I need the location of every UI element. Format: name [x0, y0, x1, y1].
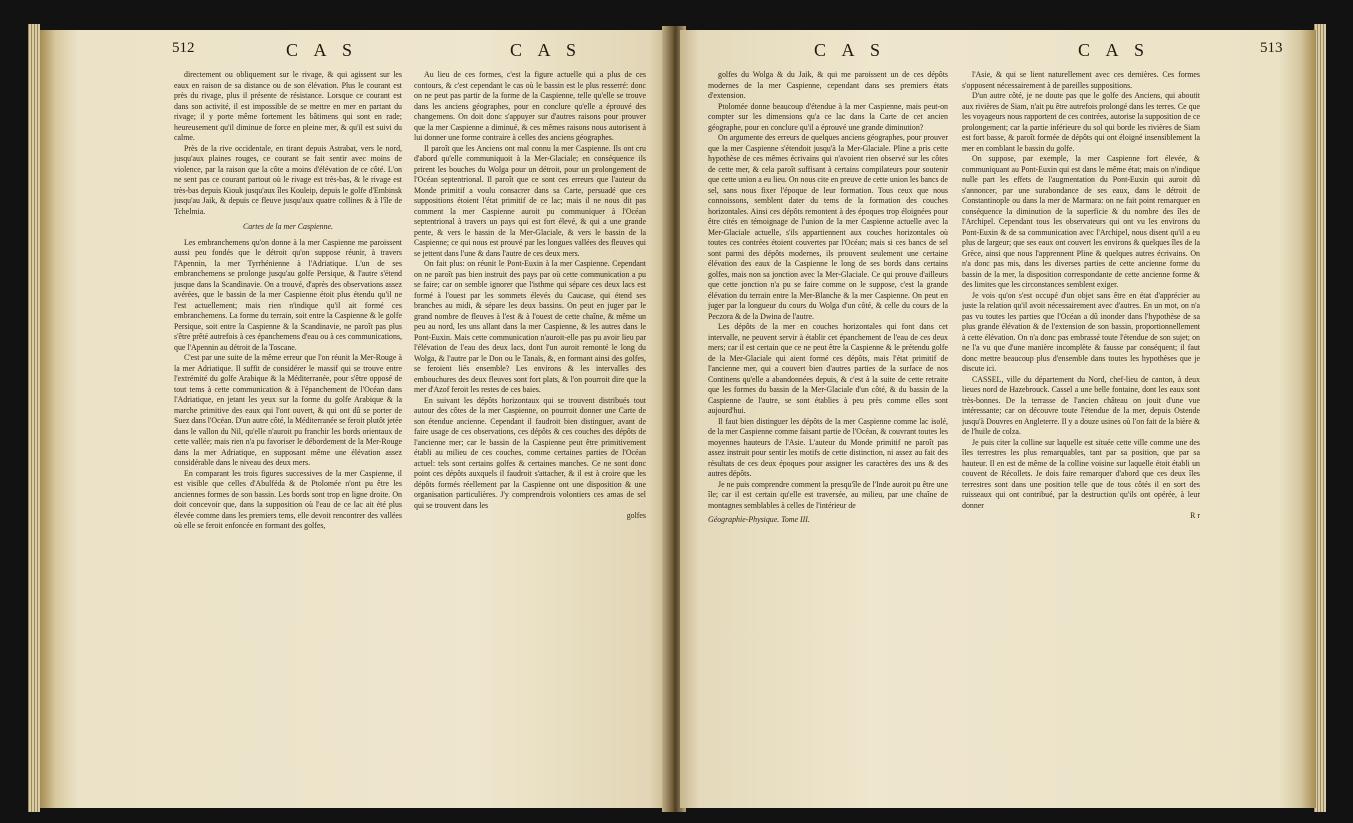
paragraph: On fait plus: on réunit le Pont-Euxin à la mer Caspienne. Cependant on ne paroît pas bien instruit des pays par où cette communication a pu se faire; car on semble ignorer que l'isthme qui sépare ces deux lacs est formé à l'ouest par les sommets élevés du Caucase, qui étend ses branches au midi, & sépare les deux bassins. On peut en juger par le grand nombre de fleuves à l'est & à l'ouest de cette chaîne, & même un peu au nord, les uns allant dans la mer Caspienne, & les autres dans le Pont-Euxin. Mais cette communication n'auroit-elle pas pu avoir lieu par l'élévation de l'eau des deux lacs, dont l'un auroit remonté le long du Wolga, & l'autre par le Don ou le Tanaïs, &, en formant ainsi des golfes, se feroient liés ensemble? Les environs & les intervalles des embouchures des deux fleuves sont fort plats, & l'on pourroit dire que la mer d'Azof feroit les restes de ces baies.: [414, 259, 646, 394]
right-page-header: [680, 40, 1316, 66]
footer-title: Géographie-Physique. Tome III.: [708, 515, 810, 524]
page-number: 513: [1260, 40, 1283, 56]
running-head: C A S: [1078, 40, 1151, 60]
paragraph: Au lieu de ces formes, c'est la figure actuelle qui a plus de ces contours, & c'est cependant le cas où le bassin est le plus resserré: donc on ne peut pas partir de la forme de la Caspienne, telle qu'elle se trouve dans les anciens géographes, pour en conclure qu'elle a éprouvé des changemens. On doit donc s'appuyer sur d'autres raisons pour prouver que la mer Caspienne a diminué, & ces mêmes raisons nous autorisent à lui donner une forme contraire à celles des anciens géographes.: [414, 70, 646, 142]
paragraph: Je puis citer la colline sur laquelle est située cette ville comme une des îles terrestres les plus remarquables, tant par sa position, que par sa hauteur. Il en est de même de la colline voisine sur laquelle étoit établi un couvent de Récollets. Je dois faire remarquer d'abord que ces deux îles terrestres sont dans une position telle que de tous côtés il en sort des ruisseaux qui ont contribué, par la destruction qu'ils ont opérée, à leur donner: [962, 437, 1200, 510]
running-head: C A S: [510, 40, 583, 60]
left-page: [40, 30, 668, 808]
paragraph: Je ne puis comprendre comment la presqu'île de l'Inde auroit pu être une île; car il est certain qu'elle est traversée, au milieu, par une chaîne de montagnes semblables à celles de l'intérieur de: [708, 479, 948, 510]
paragraph: golfes du Wolga & du Jaik, & qui me paroissent un de ces dépôts modernes de la mer Caspienne, cependant dans ses premiers états d'extension.: [708, 70, 948, 100]
paragraph: On suppose, par exemple, la mer Caspienne fort élevée, & communiquant au Pont-Euxin qui est dans le même état; mais on n'indique nulle part les effets de l'augmentation du Pont-Euxin qui auroit dû s'annoncer, par une surabondance de ses eaux, dans le détroit de Constantinople ou dans la mer de Marmara: on ne fait point remarquer en conséquence la diminution de la superficie & du nombre des îles de l'Archipel. Cependant tous les observateurs qui ont vu les environs du Pont-Euxin & de sa communication avec l'Archipel, nous disent qu'il a eu plus de largeur; que ses eaux ont couvert les environs & quelques îles de la Grèce, ainsi que nous l'apprennent Pline & quelques autres écrivains. On n'a donc pas mis, dans les diverses parties de cette ancienne forme du bassin de la mer, la disposition correspondante de cette ancienne forme & des limites que les circonstances semblent exiger.: [962, 154, 1200, 289]
text-column-left-2: [414, 70, 646, 798]
catchword: golfes: [626, 511, 646, 520]
running-head: C A S: [286, 40, 359, 60]
paragraph: Ptolomée donne beaucoup d'étendue à la mer Caspienne, mais peut-on compter sur les dimensions qu'a ce lac dans la Carte de cet ancien géographe, pour en conclure qu'il a éprouvé une grande diminution?: [708, 101, 948, 132]
paragraph: Les dépôts de la mer en couches horizontales qui font dans cet intervalle, ne peuvent servir à établir cet épanchement de l'eau de ces deux mers; car il est certain que ce ne peut être la Caspienne & le prétendu golfe de la Mer-Glaciale qui aient formé ces dépôts, mais l'état primitif de l'ancienne mer, qui a couvert bien d'autres parties de la surface de nos Continens qu'elle a abandonnées depuis, & c'est à la suite de cette retraite que les formes du bassin de la Mer-Glaciale d'un côté, & du bassin de la Caspienne de l'autre, se sont établies à peu près comme elles sont aujourd'hui.: [708, 322, 948, 415]
text-column-right-2: [962, 70, 1200, 798]
text-column-left-1: [174, 70, 402, 798]
section-heading: Cartes de la mer Caspienne.: [242, 222, 334, 231]
paragraph: On argumente des erreurs de quelques anciens géographes, pour prouver que la mer Caspienne s'étendoit jusqu'à la Mer-Glaciale. Pline a pris cette hypothèse de ces mêmes écrivains qui n'avoient rien observé sur les côtes de cette mer, & cela paroît suffisant à certains compilateurs pour soutenir que cette union a eu lieu. On nous cite en preuve de cette union les bancs de sel, sans nous fixer l'époque de leur formation. Tous ceux que nous connoissons, semblent dater du tems de la formation des couches horizontales. Ainsi ces dépôts remontent à des époques trop éloignées pour être cités en témoignage de l'union de la mer Caspienne actuelle avec la Mer-Glaciale actuelle, s'ils appartiennent aux couches horizontales où toutes ces contrées étoient couvertes par l'Océan; mais si ces bancs de sel sont parmi des dépôts modernes, ils prouvent seulement une certaine élévation des eaux de la Caspienne le long de ses bords dans certains golfes, mais non sa jonction avec la Mer-Glaciale. Ce qui prouve d'ailleurs que cette jonction n'a pu se faire comme on le suppose, c'est la grande élévation du terrain entre la Mer-Blanche & la mer Caspienne. On peut en juger par la longueur du cours du Wolga d'un côté, & celle du cours de la Peczora & de la Dwina de l'autre.: [708, 133, 948, 321]
paragraph: En suivant les dépôts horizontaux qui se trouvent distribués tout autour des côtes de la mer Caspienne, on pourroit donner une Carte de son étendue ancienne. Cependant il faudroit bien distinguer, avant de faire usage de ces observations, ces dépôts & ces couches des dépôts de l'ancienne mer; car le bassin de la Caspienne peut être primitivement établi au milieu de ces couches, comme certaines parties de l'Océan actuel: tels sont certains golfes & certaines manches. Ce ne sont donc point ces dépôts auxquels il faudroit s'attacher, & il est à croire que les dépôts formés réellement par la Caspienne ont une disposition & une organisation particulières. J'y comprendrois volontiers ces amas de sel qui se trouvent dans les: [414, 395, 646, 510]
left-page-header: [40, 40, 668, 66]
paragraph: Les embranchemens qu'on donne à la mer Caspienne me paroissent aussi peu fondés que le détroit qu'on suppose réunir, à travers l'Apennin, la mer Tyrrhénienne à l'Adriatique. L'un de ses embranchemens se prolonge jusqu'au golfe Persique, & l'autre s'étend jusque dans la Scandinavie. On a trouvé, d'après des observations assez avérées, que le bassin de la mer Caspienne étoit plus étendu qu'il ne l'est actuellement; mais rien n'indique qu'il ait formé ces embranchemens. La forme du terrain, soit entre la Caspienne & le golfe Persique, soit entre la Caspienne & la Scandinavie, ne paroît pas plus s'être prêté autrefois à ces épanchemens d'eau ou à ces communications, que l'Apennin au détroit de la Toscane.: [174, 237, 402, 352]
paragraph: Je vois qu'on s'est occupé d'un objet sans être en état d'apprécier au juste la relation qu'il avoit nécessairement avec d'autres. En un mot, on n'a pas vu toutes les parties que l'Océan a dû inonder dans l'hypothèse de sa plus grande élévation & de l'extension de son bassin, proportionnellement à cette élévation. On n'a donc pas embrassé toute l'étendue de son sujet; on ne l'a vu que d'une manière incomplète & fausse par conséquent; il faut donc mettre beaucoup plus d'ensemble dans toutes les hypothèses que je discute ici.: [962, 290, 1200, 373]
paragraph: CASSEL, ville du département du Nord, chef-lieu de canton, à deux lieues nord de Hazebrouck. Cassel a une belle fontaine, dont les eaux sont très-bonnes. De la terrasse de l'ancien château on jouit d'une vue intéressante; car on découvre toute l'étendue de la mer, depuis Ostende jusqu'à Douvres en Angleterre. Il y a douze usines où l'on fait de la bière & de l'huile de colza.: [962, 374, 1200, 436]
paragraph: Il paroît que les Anciens ont mal connu la mer Caspienne. Ils ont cru d'abord qu'elle communiquoit à la Mer-Glaciale; en conséquence ils prirent les bouches du Wolga pour un détroit, pour un prolongement de l'Océan septentrional. Il paroît que ce sont ces erreurs que l'auteur du Monde primitif a voulu consacrer dans sa Carte, persuadé que ces suppositions étoient l'état primitif de ce lac; mais il ne nous dit pas comment la mer Caspienne auroit pu communiquer à l'Océan septentrional à travers un pays qui est fort élevé, & qui a une grande pente, & vers le bassin de la Mer-Glaciale, & vers le bassin de la Caspienne; ce qui nous est prouvé par les longues vallées des fleuves qui se jettent dans l'une & dans l'autre de ces deux mers.: [414, 143, 646, 258]
paragraph: C'est par une suite de la même erreur que l'on réunit la Mer-Rouge à la mer Adriatique. Il suffit de considérer le massif qui se trouve entre l'extrémité du golfe Arabique & la Méditerranée, pour s'être opposé de tout tems à cette communication & à l'épanchement de l'Océan dans l'Adriatique, en jetant les yeux sur la forme du golfe Arabique & la marche primitive des eaux qui l'ont ouvert, & qui ont dû se porter de Suez dans l'Océan. D'un autre côté, la Méditerranée se feroit plutôt jetée dans le vallon du Nil, qu'elle n'auroit pu franchir les bords orientaux de cette vallée; mais rien n'a pu favoriser le débordement de la Mer-Rouge dans la mer Adriatique, en supposant même une élévation assez considérable dans le niveau des deux mers.: [174, 353, 402, 467]
paragraph: Près de la rive occidentale, en tirant depuis Astrabat, vers le nord, jusqu'aux plaines rouges, ce courant se fait sentir avec moins de violence, par la raison que la côte a moins d'élévation de ce côté. L'on ne sent pas ce courant partout où le rivage est très-bas, & le rivage est très-bas depuis Kiouk jusqu'aux îles Kouleip, depuis le golfe d'Embinsk jusqu'au Jaik, & depuis ce fleuve jusqu'aux quatre collines & à l'île de Tchelmia.: [174, 143, 402, 216]
right-page: [680, 30, 1316, 808]
text-column-right-1: [708, 70, 948, 798]
paragraph: En comparant les trois figures successives de la mer Caspienne, il est visible que celles d'Abulféda & de Ptolomée n'ont pu être les anciennes formes de son bassin. Les bords sont trop en ligne droite. On doit concevoir que, dans la supposition où l'eau de ce lac ait été plus élevée comme dans les premiers tems, elle devoit rencontrer des vallées où elle se feroit enfoncée en formant des golfes,: [174, 468, 402, 530]
paragraph: D'un autre côté, je ne doute pas que le golfe des Anciens, qui aboutit aux rivières de Siam, n'ait pu être autrefois prolongé dans les terres. Ce que les voyageurs nous rapportent de ces contrées, autorise la supposition de ce prolongement; car la partie inférieure du sol qui borde les rivières de Siam est fort basse, & paroît formée de dépôts qui ont éloigné insensiblement la mer en comblant le bassin du golfe.: [962, 91, 1200, 153]
paragraph: directement ou obliquement sur le rivage, & qui agissent sur les eaux en raison de sa distance ou de son élévation. Plus le courant est près du rivage, plus il présente de résistance. Lorsque ce courant est dans son activité, il est impossible de se mettre en mer en partant du rivage; il y porte même fortement les bâtimens qui sont en rade; heureusement qu'il diminue de force en pleine mer, & qu'il est suivi du calme.: [174, 70, 402, 142]
signature-mark: R r: [1190, 511, 1200, 520]
left-page-edges: [28, 24, 40, 812]
running-head: C A S: [814, 40, 887, 60]
paragraph: l'Asie, & qui se lient naturellement avec ces dernières. Ces formes s'opposent nécessairement à de pareilles suppositions.: [962, 70, 1200, 90]
paragraph: Il faut bien distinguer les dépôts de la mer Caspienne comme lac isolé, de la mer Caspienne comme faisant partie de l'Océan, & couvrant toutes les moyennes hauteurs de l'Asie. L'auteur du Monde primitif ne paroît pas assez instruit pour sentir les motifs de cette distinction, ni assez au fait des résultats de ces deux époques pour assigner les caractères des uns & des autres dépôts.: [708, 416, 948, 478]
page-number: 512: [172, 40, 195, 56]
